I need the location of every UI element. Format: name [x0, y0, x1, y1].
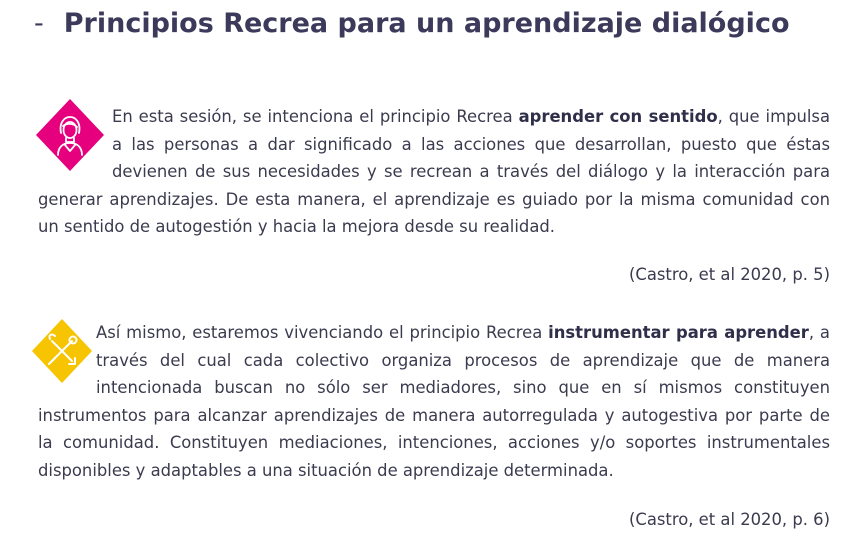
page-title — [34, 8, 790, 39]
paragraph-1-text-post: , que impulsa a las personas a dar significado a las acciones que desarrollan, puesto que éstas devienen de sus necesidades y se recrean a través del diálogo y la interacción para generar aprendizajes. De esta manera, el aprendizaje es guiado por la misma comunidad con un sentido de autogestión y hacia la mejora desde su realidad. — [38, 107, 830, 236]
citation-2: (Castro, et al 2020, p. 6) — [629, 510, 830, 529]
person-icon — [28, 97, 112, 173]
paragraph-2-text-post: , a través del cual cada colectivo organiza procesos de aprendizaje que de manera intencionada buscan no sólo ser mediadores, sino que en sí mismos constituyen instrumentos para alcanzar aprendizajes de manera autorregulada y autogestiva por parte de la comunidad. Constituyen mediaciones, intenciones, acciones y/o soportes instrumentales disponibles y adaptables a una situación de aprendizaje determinada. — [38, 323, 830, 480]
principle-paragraph-1 — [38, 103, 830, 241]
paragraph-2-text-pre: Así mismo, estaremos vivenciando el principio Recrea — [96, 323, 549, 342]
principle-1-name: aprender con sentido — [518, 107, 718, 126]
tools-icon — [28, 315, 96, 391]
principle-2-name: instrumentar para aprender — [548, 323, 809, 342]
title-text: Principios Recrea para un aprendizaje dialógico — [63, 8, 790, 39]
principle-paragraph-2 — [38, 319, 830, 484]
citation-1: (Castro, et al 2020, p. 5) — [629, 265, 830, 284]
title-dash: - — [34, 8, 44, 39]
paragraph-1-text-pre: En esta sesión, se intenciona el principio Recrea — [112, 107, 519, 126]
